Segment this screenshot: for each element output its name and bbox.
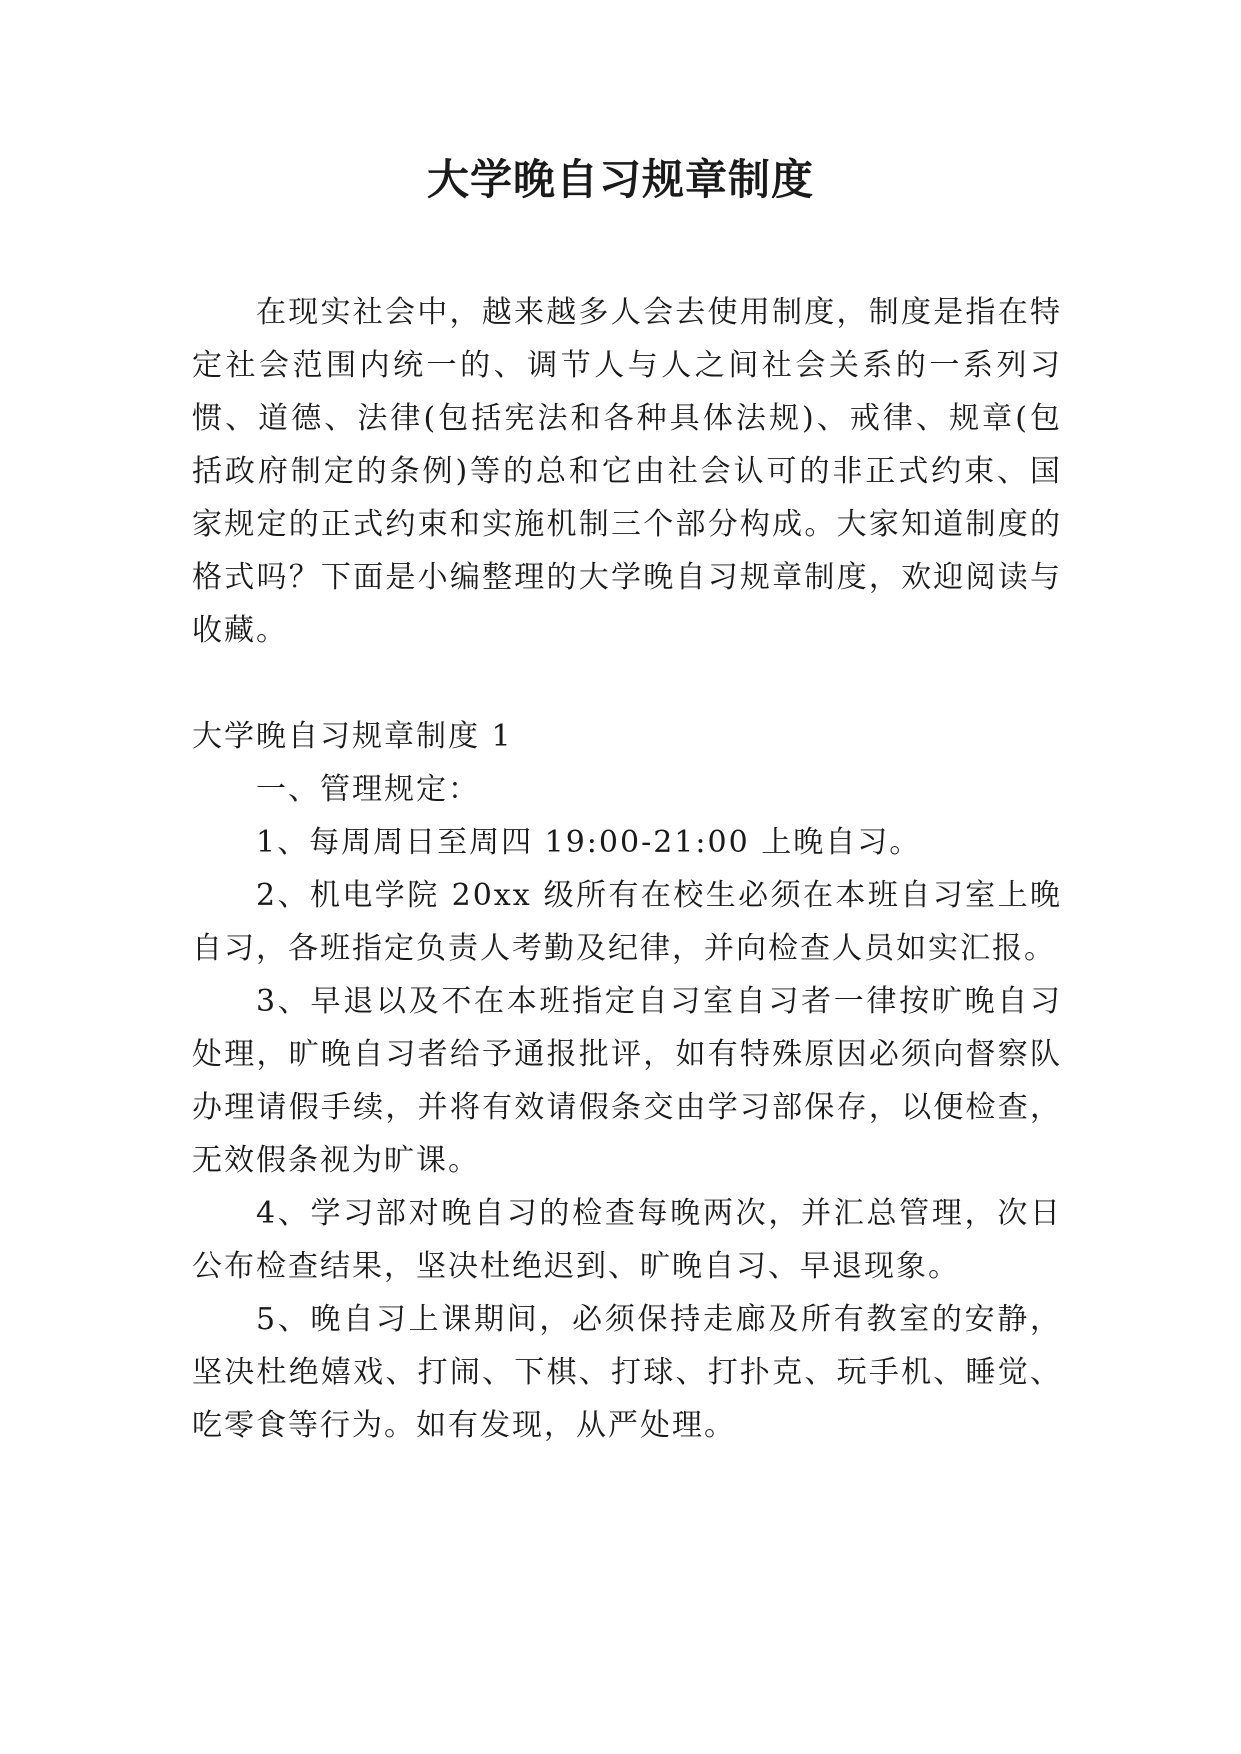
rule-item-2: 2、机电学院 20xx 级所有在校生必须在本班自习室上晚自习，各班指定负责人考勤及纪律，并向检查人员如实汇报。 — [192, 878, 1062, 966]
paragraph-spacer — [192, 657, 1062, 710]
section-title: 大学晚自习规章制度 1 — [192, 719, 513, 754]
subheading-management-rules: 一、管理规定： — [256, 772, 480, 807]
document-body — [192, 286, 1062, 1452]
document-title: 大学晚自习规章制度 — [426, 155, 814, 204]
rule-item-3: 3、早退以及不在本班指定自习室自习者一律按旷晚自习处理，旷晚自习者给予通报批评，如有特殊原因必须向督察队办理请假手续，并将有效请假条交由学习部保存，以便检查，无效假条视为旷课。 — [192, 984, 1062, 1178]
rule-item-4: 4、学习部对晚自习的检查每晚两次，并汇总管理，次日公布检查结果，坚决杜绝迟到、旷晚自习、早退现象。 — [192, 1196, 1062, 1284]
rule-item-5: 5、晚自习上课期间，必须保持走廊及所有教室的安静，坚决杜绝嬉戏、打闹、下棋、打球、打扑克、玩手机、睡觉、吃零食等行为。如有发现，从严处理。 — [192, 1302, 1062, 1443]
rule-item-1: 1、每周周日至周四 19:00-21:00 上晚自习。 — [256, 825, 922, 860]
intro-paragraph: 在现实社会中，越来越多人会去使用制度，制度是指在特定社会范围内统一的、调节人与人之间社会关系的一系列习惯、道德、法律(包括宪法和各种具体法规)、戒律、规章(包括政府制定的条例)等的总和它由社会认可的非正式约束、国家规定的正式约束和实施机制三个部分构成。大家知道制度的格式吗？下面是小编整理的大学晚自习规章制度，欢迎阅读与收藏。 — [192, 295, 1062, 648]
